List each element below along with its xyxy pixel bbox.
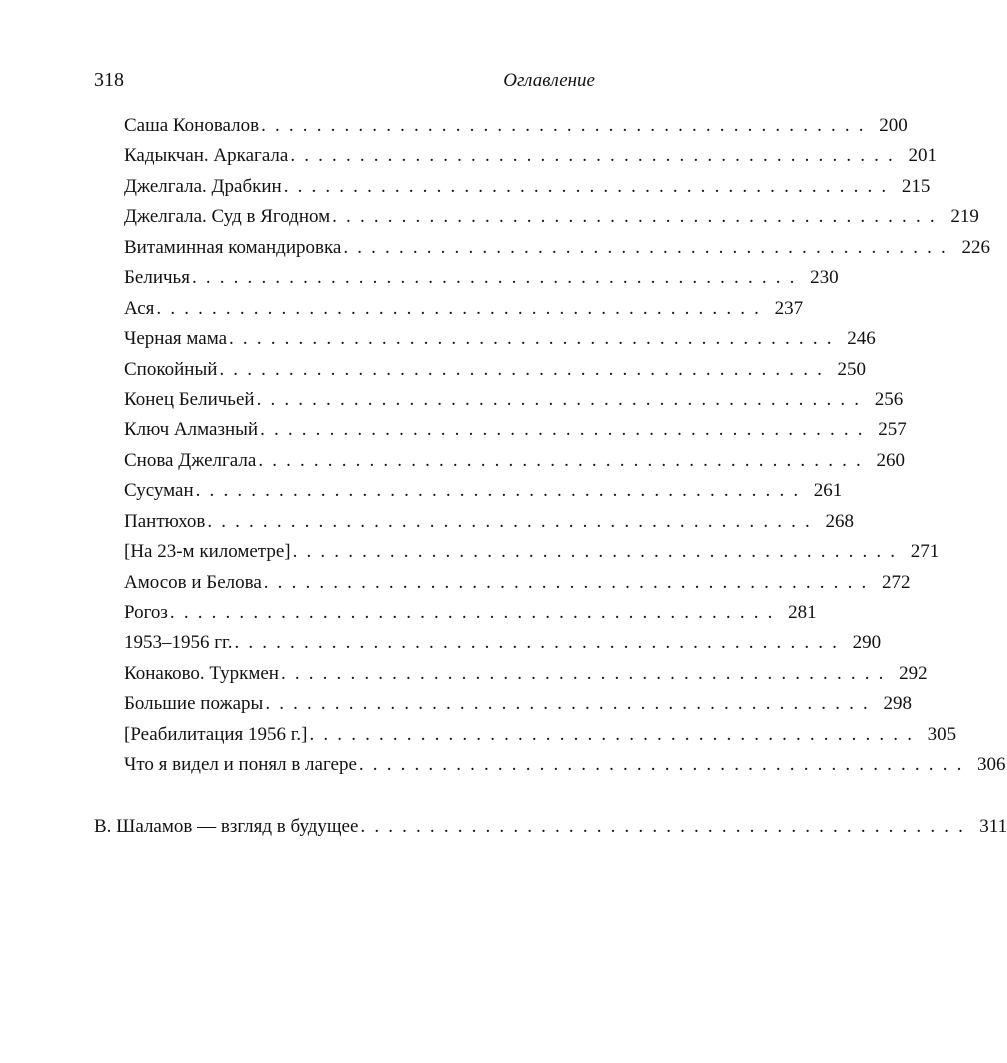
toc-entry[interactable] xyxy=(124,141,937,171)
toc-dot-leader: . . . . . . . . . . . . . . . . . . . . . . . . . . . . . . . . . . . . . . . . . . . . xyxy=(343,236,948,258)
toc-entry-title: Пантюхов xyxy=(124,510,206,532)
toc-dot-leader: . . . . . . . . . . . . . . . . . . . . . . . . . . . . . . . . . . . . . . . . . . . . xyxy=(332,206,937,228)
toc-entry[interactable] xyxy=(124,111,908,141)
toc-entry-title: Джелгала. Драбкин xyxy=(124,175,282,197)
toc-dot-leader: . . . . . . . . . . . . . . . . . . . . . . . . . . . . . . . . . . . . . . . . . . . . xyxy=(258,449,863,471)
toc-entry-page: 256 xyxy=(874,388,904,410)
toc-entry-title: Ключ Алмазный xyxy=(124,419,259,441)
toc-entry[interactable] xyxy=(124,568,911,598)
toc-entry[interactable] xyxy=(124,233,990,263)
toc-entry[interactable] xyxy=(124,659,928,689)
toc-entry-title: Черная мама xyxy=(124,328,228,350)
toc-entry-title: Амосов и Белова xyxy=(124,571,262,593)
toc-dot-leader: . . . . . . . . . . . . . . . . . . . . . . . . . . . . . . . . . . . . . . . . . . . . xyxy=(169,602,775,623)
toc-entry-page: 281 xyxy=(788,602,817,623)
toc-dot-leader: . . . . . . . . . . . . . . . . . . . . . . . . . . . . . . . . . . . . . . . . . . . . xyxy=(260,419,865,441)
toc-entry-page: 200 xyxy=(879,115,908,136)
toc-dot-leader: . . . . . . . . . . . . . . . . . . . . . . . . . . . . . . . . . . . . . . . . . . . . xyxy=(219,358,825,380)
toc-entry-title: [На 23-м километре] xyxy=(124,541,291,563)
toc-entry-title: Снова Джелгала xyxy=(124,449,257,471)
toc-entry-page: 306 xyxy=(977,754,1006,776)
toc-dot-leader: . . . . . . . . . . . . . . . . . . . . . . . . . . . . . . . . . . . . . . . . . . . . xyxy=(292,541,898,563)
toc-dot-leader: . . . . . . . . . . . . . . . . . . . . . . . . . . . . . . . . . . . . . . . . . . . . xyxy=(256,388,862,410)
toc-entry[interactable] xyxy=(124,263,839,293)
toc-entry-title: Большие пожары xyxy=(124,693,264,715)
toc-entry-page: 230 xyxy=(810,267,839,289)
toc-entry-page: 292 xyxy=(899,662,928,684)
toc-dot-leader: . . . . . . . . . . . . . . . . . . . . . . . . . . . . . . . . . . . . . . . . . . . . xyxy=(191,267,797,289)
toc-entry-title: Беличья xyxy=(124,267,190,289)
toc-entry-page: 215 xyxy=(901,175,931,197)
toc-entry[interactable] xyxy=(124,598,817,628)
toc-dot-leader: . . . . . . . . . . . . . . . . . . . . . . . . . . . . . . . . . . . . . . . . . . . . xyxy=(234,632,840,654)
toc-dot-leader: . . . . . . . . . . . . . . . . . . . . . . . . . . . . . . . . . . . . . . . . . . . . xyxy=(156,297,762,319)
toc-entry[interactable] xyxy=(124,689,912,719)
toc-entry-page: 311 xyxy=(979,816,1007,837)
toc-entry[interactable] xyxy=(124,294,804,324)
toc-list xyxy=(124,111,1006,781)
toc-entry-title: Конец Беличьей xyxy=(124,388,255,410)
toc-entry-title: Рогоз xyxy=(124,602,168,623)
toc-entry-title: Что я видел и понял в лагере xyxy=(124,754,357,776)
toc-entry[interactable] xyxy=(124,385,904,415)
toc-entry[interactable] xyxy=(124,324,876,354)
toc-entry-page: 219 xyxy=(950,206,979,228)
toc-entry-page: 237 xyxy=(774,297,804,319)
toc-entry-page: 257 xyxy=(878,419,907,441)
toc-dot-leader: . . . . . . . . . . . . . . . . . . . . . . . . . . . . . . . . . . . . . . . . . . . . xyxy=(360,816,966,837)
toc-afterword xyxy=(94,812,1007,842)
toc-dot-leader: . . . . . . . . . . . . . . . . . . . . . . . . . . . . . . . . . . . . . . . . . . . . xyxy=(261,115,866,136)
toc-entry[interactable] xyxy=(124,172,931,202)
toc-entry[interactable] xyxy=(124,476,843,506)
toc-entry[interactable] xyxy=(124,355,867,385)
toc-entry[interactable] xyxy=(124,446,905,476)
running-head: Оглавление xyxy=(503,70,595,91)
toc-entry[interactable] xyxy=(124,537,940,567)
toc-dot-leader: . . . . . . . . . . . . . . . . . . . . . . . . . . . . . . . . . . . . . . . . . . . . xyxy=(229,328,834,350)
toc-entry-title: Витаминная командировка xyxy=(124,236,342,258)
toc-entry-page: 261 xyxy=(813,480,843,502)
page-number: 318 xyxy=(94,69,124,91)
toc-entry-title: Сусуман xyxy=(124,480,194,502)
toc-entry-title: В. Шаламов — взгляд в будущее xyxy=(94,816,359,837)
toc-entry-title: 1953–1956 гг. xyxy=(124,632,233,654)
toc-entry-page: 305 xyxy=(927,723,957,745)
toc-entry[interactable] xyxy=(124,720,957,750)
toc-entry-page: 201 xyxy=(908,145,937,167)
toc-entry-page: 268 xyxy=(825,510,854,532)
toc-entry-page: 250 xyxy=(837,358,867,380)
toc-entry[interactable] xyxy=(124,415,907,445)
toc-dot-leader: . . . . . . . . . . . . . . . . . . . . . . . . . . . . . . . . . . . . . . . . . . . . xyxy=(263,571,869,593)
toc-entry[interactable] xyxy=(124,202,979,232)
toc-dot-leader: . . . . . . . . . . . . . . . . . . . . . . . . . . . . . . . . . . . . . . . . . . . . xyxy=(280,662,886,684)
toc-dot-leader: . . . . . . . . . . . . . . . . . . . . . . . . . . . . . . . . . . . . . . . . . . . . xyxy=(195,480,801,502)
toc-entry-title: Ася xyxy=(124,297,155,319)
toc-entry-title: [Реабилитация 1956 г.] xyxy=(124,723,308,745)
toc-entry-page: 246 xyxy=(847,328,876,350)
toc-dot-leader: . . . . . . . . . . . . . . . . . . . . . . . . . . . . . . . . . . . . . . . . . . . . xyxy=(265,693,870,715)
toc-entry-title: Джелгала. Суд в Ягодном xyxy=(124,206,331,228)
toc-entry-page: 260 xyxy=(876,449,905,471)
toc-entry-title: Конаково. Туркмен xyxy=(124,662,279,684)
toc-entry-page: 271 xyxy=(910,541,940,563)
toc-entry[interactable] xyxy=(124,507,854,537)
toc-entry-page: 272 xyxy=(881,571,911,593)
toc-entry[interactable] xyxy=(124,750,1006,780)
toc-dot-leader: . . . . . . . . . . . . . . . . . . . . . . . . . . . . . . . . . . . . . . . . . . . . xyxy=(309,723,915,745)
toc-dot-leader: . . . . . . . . . . . . . . . . . . . . . . . . . . . . . . . . . . . . . . . . . . . . xyxy=(283,175,889,197)
toc-dot-leader: . . . . . . . . . . . . . . . . . . . . . . . . . . . . . . . . . . . . . . . . . . . . xyxy=(290,145,895,167)
toc-entry-page: 290 xyxy=(852,632,882,654)
toc-entry-title: Кадыкчан. Аркагала xyxy=(124,145,289,167)
toc-entry-page: 226 xyxy=(961,236,990,258)
toc-entry-afterword[interactable] xyxy=(94,812,1007,842)
toc-entry[interactable] xyxy=(124,628,882,658)
toc-dot-leader: . . . . . . . . . . . . . . . . . . . . . . . . . . . . . . . . . . . . . . . . . . . . xyxy=(207,510,812,532)
toc-entry-page: 298 xyxy=(883,693,912,715)
toc-entry-title: Саша Коновалов xyxy=(124,115,260,136)
toc-entry-title: Спокойный xyxy=(124,358,218,380)
toc-dot-leader: . . . . . . . . . . . . . . . . . . . . . . . . . . . . . . . . . . . . . . . . . . . . xyxy=(358,754,964,776)
